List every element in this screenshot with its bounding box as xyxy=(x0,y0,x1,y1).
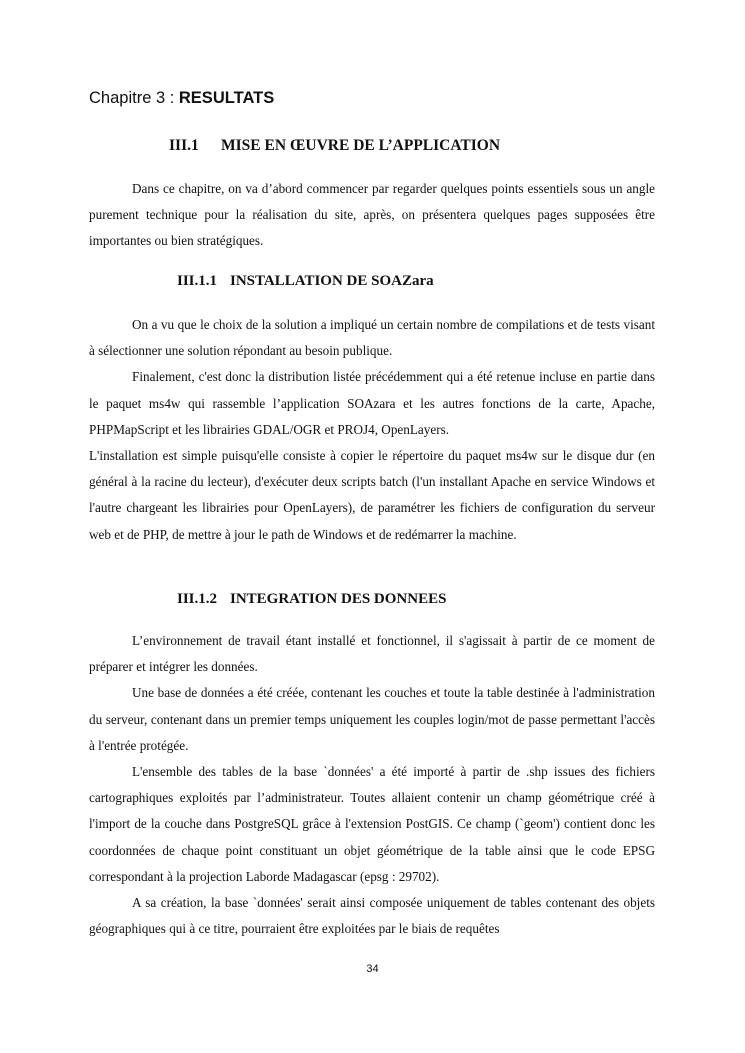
chapter-title: RESULTATS xyxy=(178,89,275,107)
page-number: 34 xyxy=(366,963,379,975)
chapter-heading xyxy=(89,89,274,108)
subsection-heading-installation xyxy=(177,273,434,290)
paragraph: A sa création, la base `données' serait ainsi composée uniquement de tables contenant des objets géographiques qui à ce titre, pourraient être exploitées par le biais de requêtes xyxy=(89,895,655,937)
section-number: III.1 xyxy=(169,137,199,154)
chapter-prefix: Chapitre 3 : xyxy=(89,89,179,107)
paragraph: L'ensemble des tables de la base `données' a été importé à partir de .shp issues des fichiers cartographiques exploités par l’administrateur. Toutes allaient contenir un champ géométrique créé à l'import de la couche dans PostgreSQL grâce à l'extension PostGIS. Ce champ (`geom') contient donc les coordonnées de chaque point constituant un objet géométrique de la table ainsi que le code EPSG correspondant à la projection Laborde Madagascar (epsg : 29702). xyxy=(89,764,655,884)
paragraph: L’environnement de travail étant installé et fonctionnel, il s'agissait à partir de ce moment de préparer et intégrer les données. xyxy=(89,633,655,675)
paragraph: Finalement, c'est donc la distribution listée précédemment qui a été retenue incluse en partie dans le paquet ms4w qui rassemble l’application SOAzara et les autres fonctions de la carte, Apache, PHPMapScript et les librairies GDAL/OGR et PROJ4, OpenLayers. xyxy=(89,369,655,437)
paragraph: Une base de données a été créée, contenant les couches et toute la table destinée à l'administration du serveur, contenant dans un premier temps uniquement les couples login/mot de passe permettant l'accès à l'entrée protégée. xyxy=(89,685,655,753)
section-title: MISE EN ŒUVRE DE L’APPLICATION xyxy=(221,137,501,154)
paragraph: On a vu que le choix de la solution a impliqué un certain nombre de compilations et de tests visant à sélectionner une solution répondant au besoin publique. xyxy=(89,317,655,359)
paragraph: L'installation est simple puisqu'elle consiste à copier le répertoire du paquet ms4w sur le disque dur (en général à la racine du lecteur), d'exécuter deux scripts batch (l'un installant Apache en service Windows et l'autre chargeant les librairies pour OpenLayers), de paramétrer les fichiers de configuration du serveur web et de PHP, de mettre à jour le path de Windows et de redémarrer la machine. xyxy=(89,448,655,542)
subsection-heading-integration xyxy=(177,591,446,608)
subsection-title: INSTALLATION DE SOAZara xyxy=(230,273,434,289)
intro-paragraph: Dans ce chapitre, on va d’abord commencer par regarder quelques points essentiels sous un angle purement technique pour la réalisation du site, après, on présentera quelques pages supposées être importantes ou bien stratégiques. xyxy=(89,181,655,249)
integration-block xyxy=(89,628,655,942)
subsection-title: INTEGRATION DES DONNEES xyxy=(230,591,447,607)
intro-block xyxy=(89,176,655,255)
subsection-number: III.1.2 xyxy=(177,591,218,607)
installation-block xyxy=(89,312,655,548)
section-heading xyxy=(169,137,500,155)
subsection-number: III.1.1 xyxy=(177,273,218,289)
